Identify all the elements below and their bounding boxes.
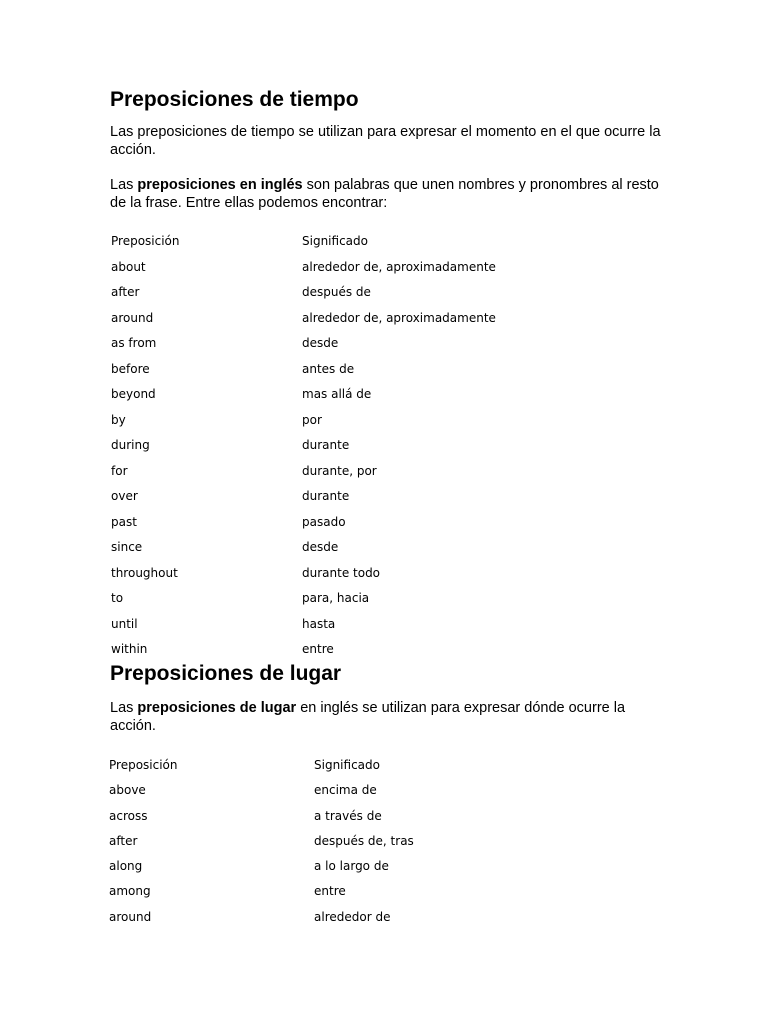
preposition-cell: over	[111, 489, 138, 503]
preposition-cell: within	[111, 642, 148, 656]
meaning-cell: después de	[302, 285, 371, 299]
meaning-cell: desde	[302, 540, 339, 554]
preposition-cell: after	[109, 833, 138, 848]
meaning-cell: por	[302, 412, 322, 427]
meaning-cell: a lo largo de	[314, 859, 389, 874]
preposition-cell: along	[109, 859, 143, 874]
column-header-preposicion: Preposición	[111, 234, 180, 248]
meaning-cell: hasta	[302, 616, 336, 631]
intro-paragraph-tiempo: Las preposiciones de tiempo se utilizan para expresar el momento en el que ocurre la acción.	[110, 124, 661, 158]
preposition-cell: throughout	[111, 565, 178, 580]
meaning-cell: durante, por	[302, 463, 377, 478]
meaning-cell: entre	[314, 884, 346, 899]
preposition-cell: among	[109, 884, 151, 899]
preposition-cell: during	[111, 438, 150, 452]
meaning-cell: para, hacia	[302, 591, 370, 605]
preposition-cell: to	[111, 591, 124, 605]
meaning-cell: a través de	[314, 808, 382, 823]
preposition-cell: above	[109, 783, 146, 798]
meaning-cell: durante	[302, 489, 350, 503]
meaning-cell: entre	[302, 642, 334, 656]
column-header-significado: Significado	[302, 234, 368, 248]
preposition-cell: until	[111, 616, 138, 631]
meaning-cell: pasado	[302, 514, 346, 529]
meaning-cell: alrededor de, aproximadamente	[302, 310, 496, 325]
meaning-cell: mas allá de	[302, 387, 372, 401]
preposition-cell: beyond	[111, 387, 156, 401]
meaning-cell: encima de	[314, 783, 377, 798]
preposition-cell: for	[111, 463, 128, 478]
preposition-cell: around	[111, 310, 154, 325]
paragraph-text: en inglés se utilizan para expresar dónde ocurre la acción.	[110, 700, 626, 734]
meaning-cell: después de, tras	[314, 833, 414, 848]
section-title-tiempo: Preposiciones de tiempo	[110, 88, 359, 111]
bold-term: preposiciones en inglés	[137, 177, 303, 193]
paragraph-text: son palabras que unen nombres y pronombres al resto de la frase. Entre ellas podemos encontrar:	[110, 177, 659, 211]
meaning-cell: durante	[302, 438, 350, 452]
description-paragraph-tiempo	[110, 177, 670, 212]
preposition-cell: since	[111, 540, 143, 554]
meaning-cell: durante todo	[302, 565, 381, 580]
intro-paragraph-lugar	[110, 700, 670, 735]
meaning-cell: alrededor de	[314, 909, 391, 924]
meaning-cell: desde	[302, 336, 339, 350]
section-title-lugar: Preposiciones de lugar	[110, 662, 342, 685]
paragraph-text: Las	[110, 700, 138, 716]
column-header-significado: Significado	[314, 758, 380, 772]
column-header-preposicion: Preposición	[109, 758, 178, 772]
paragraph-text: Las	[110, 177, 138, 193]
preposition-cell: across	[109, 808, 148, 823]
preposition-cell: about	[111, 259, 146, 274]
meaning-cell: alrededor de, aproximadamente	[302, 259, 496, 274]
preposition-cell: after	[111, 285, 140, 299]
preposition-cell: before	[111, 361, 150, 376]
bold-term: preposiciones de lugar	[137, 700, 297, 716]
preposition-cell: by	[111, 412, 126, 427]
meaning-cell: antes de	[302, 361, 355, 376]
preposition-cell: as from	[111, 336, 157, 350]
preposition-cell: past	[111, 514, 137, 529]
preposition-cell: around	[109, 909, 152, 924]
